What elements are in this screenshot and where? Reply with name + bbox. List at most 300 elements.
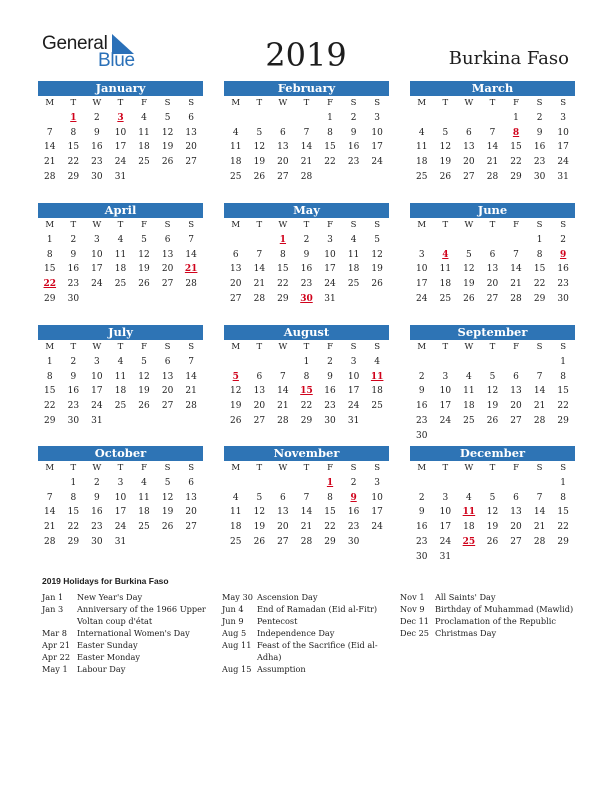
- day-cell: 14: [300, 142, 313, 153]
- day-cell: 6: [256, 371, 263, 382]
- day-cell: 28: [44, 536, 56, 547]
- day-cell: 31: [347, 415, 360, 426]
- holiday-day-cell: 1: [70, 112, 77, 123]
- weekday-label: W: [92, 220, 102, 230]
- day-cell: 15: [557, 386, 569, 397]
- month-november: [224, 446, 389, 550]
- day-cell: 3: [94, 234, 100, 245]
- day-cell: 19: [463, 279, 475, 290]
- weekday-label: F: [141, 342, 147, 352]
- day-cell: 10: [347, 371, 360, 382]
- day-cell: 5: [256, 492, 263, 503]
- day-cell: 16: [347, 142, 360, 153]
- holidays-title: 2019 Holidays for Burkina Faso: [42, 576, 169, 586]
- day-cell: 30: [67, 415, 80, 426]
- day-cell: 3: [442, 492, 449, 503]
- day-cell: 29: [67, 536, 80, 547]
- day-cell: 7: [303, 492, 310, 503]
- month-header: September: [410, 325, 575, 340]
- empty-cell: [528, 476, 552, 491]
- day-cell: 3: [374, 477, 381, 488]
- month-august: [224, 325, 389, 429]
- day-cell: 30: [67, 293, 80, 304]
- month-march: [410, 81, 575, 185]
- day-cell: 27: [230, 293, 242, 304]
- day-cell: 13: [185, 127, 197, 138]
- day-cell: 18: [230, 157, 242, 168]
- weekday-label: M: [417, 98, 427, 108]
- day-cell: 28: [533, 415, 546, 426]
- day-cell: 6: [280, 127, 286, 138]
- holiday-name: Ascension Day: [257, 592, 318, 602]
- day-cell: 29: [300, 415, 313, 426]
- day-cell: 12: [486, 507, 499, 518]
- weekday-label: W: [464, 220, 474, 230]
- day-grid: [38, 218, 203, 307]
- weekday-label: M: [231, 220, 241, 230]
- day-cell: 4: [232, 492, 239, 503]
- day-cell: 23: [91, 522, 103, 533]
- day-cell: 23: [416, 415, 428, 426]
- weekday-label: T: [117, 220, 124, 230]
- day-cell: 6: [164, 356, 171, 367]
- day-cell: 20: [486, 279, 499, 290]
- day-cell: 5: [256, 127, 263, 138]
- day-cell: 3: [94, 356, 100, 367]
- day-cell: 18: [439, 279, 452, 290]
- logo-blue-text: Blue: [98, 50, 135, 71]
- day-cell: 10: [439, 507, 452, 518]
- empty-cell: [38, 476, 62, 491]
- day-cell: 10: [371, 127, 383, 138]
- day-cell: 23: [533, 157, 546, 168]
- weekday-label: M: [231, 98, 241, 108]
- empty-cell: [224, 111, 248, 126]
- day-cell: 25: [114, 401, 127, 412]
- day-cell: 18: [138, 142, 150, 153]
- day-cell: 27: [463, 171, 475, 182]
- day-cell: 28: [185, 279, 197, 290]
- day-cell: 14: [533, 507, 546, 518]
- weekday-label: M: [417, 342, 427, 352]
- day-cell: 23: [67, 401, 80, 412]
- weekday-label: T: [489, 342, 496, 352]
- day-cell: 14: [185, 371, 197, 382]
- weekday-label: T: [256, 220, 263, 230]
- day-cell: 20: [185, 142, 197, 153]
- holiday-day-cell: 21: [184, 264, 198, 275]
- day-cell: 6: [466, 127, 472, 138]
- day-grid: [224, 461, 389, 550]
- empty-cell: [434, 111, 458, 126]
- day-cell: 2: [536, 112, 543, 123]
- empty-cell: [504, 233, 528, 248]
- empty-cell: [295, 476, 319, 491]
- day-cell: 11: [439, 264, 452, 275]
- day-cell: 28: [277, 415, 289, 426]
- weekday-label: F: [327, 463, 333, 473]
- weekday-label: T: [256, 342, 263, 352]
- day-cell: 7: [536, 492, 543, 503]
- day-cell: 17: [439, 401, 452, 412]
- day-cell: 15: [557, 507, 569, 518]
- empty-cell: [481, 355, 505, 370]
- day-cell: 25: [114, 279, 127, 290]
- day-cell: 14: [277, 386, 289, 397]
- weekday-label: S: [560, 342, 567, 352]
- day-cell: 11: [138, 127, 150, 138]
- day-cell: 8: [560, 492, 567, 503]
- day-cell: 13: [486, 264, 499, 275]
- empty-cell: [295, 111, 319, 126]
- holiday-entry: [400, 603, 580, 615]
- weekday-label: T: [442, 220, 449, 230]
- weekday-label: S: [374, 98, 381, 108]
- holiday-column: [42, 591, 212, 675]
- holiday-name: Birthday of Muhammad (Mawlid): [435, 604, 574, 614]
- weekday-label: T: [70, 220, 77, 230]
- empty-cell: [271, 111, 295, 126]
- weekday-label: M: [45, 220, 55, 230]
- day-cell: 24: [114, 522, 127, 533]
- empty-cell: [271, 476, 295, 491]
- day-cell: 24: [371, 522, 383, 533]
- day-cell: 10: [114, 492, 127, 503]
- day-cell: 26: [230, 415, 242, 426]
- day-cell: 2: [70, 356, 77, 367]
- day-cell: 16: [416, 522, 428, 533]
- month-header: July: [38, 325, 203, 340]
- weekday-label: W: [464, 463, 474, 473]
- day-cell: 28: [300, 536, 313, 547]
- holiday-day-cell: 1: [326, 477, 334, 488]
- weekday-label: T: [442, 98, 449, 108]
- weekday-label: S: [536, 98, 543, 108]
- holiday-column: [400, 591, 580, 639]
- holiday-entry: [42, 591, 212, 603]
- holiday-name: Labour Day: [77, 664, 126, 674]
- weekday-label: F: [327, 98, 333, 108]
- empty-cell: [504, 355, 528, 370]
- day-cell: 2: [70, 234, 77, 245]
- holiday-entry: [400, 627, 580, 639]
- holiday-name: End of Ramadan (Eid al-Fitr): [257, 604, 378, 614]
- weekday-label: S: [188, 98, 195, 108]
- holidays-section: [42, 576, 582, 674]
- day-cell: 12: [371, 249, 383, 260]
- day-cell: 24: [439, 415, 452, 426]
- holiday-day-cell: 25: [462, 536, 476, 547]
- day-cell: 22: [67, 157, 80, 168]
- day-cell: 6: [188, 477, 195, 488]
- day-grid: [38, 340, 203, 429]
- holiday-day-cell: 8: [512, 127, 520, 138]
- month-july: [38, 325, 203, 429]
- day-cell: 23: [67, 279, 80, 290]
- day-cell: 30: [416, 430, 428, 441]
- day-cell: 6: [513, 492, 519, 503]
- weekday-label: T: [117, 98, 124, 108]
- day-cell: 9: [418, 386, 425, 397]
- day-cell: 2: [327, 356, 333, 367]
- day-cell: 26: [463, 293, 475, 304]
- day-cell: 12: [161, 492, 174, 503]
- weekday-label: S: [374, 342, 381, 352]
- day-cell: 21: [300, 157, 313, 168]
- day-cell: 18: [230, 522, 242, 533]
- day-grid: [410, 340, 575, 444]
- day-cell: 7: [256, 249, 263, 260]
- day-cell: 22: [557, 401, 569, 412]
- day-cell: 8: [70, 127, 77, 138]
- holiday-name: Independence Day: [257, 628, 335, 638]
- day-cell: 29: [533, 293, 546, 304]
- weekday-label: T: [489, 98, 496, 108]
- weekday-label: W: [464, 98, 474, 108]
- day-cell: 18: [138, 507, 150, 518]
- day-cell: 12: [161, 127, 174, 138]
- holiday-entry: [42, 651, 212, 663]
- day-cell: 16: [557, 264, 569, 275]
- day-cell: 24: [324, 279, 336, 290]
- month-february: [224, 81, 389, 185]
- weekday-label: S: [188, 463, 195, 473]
- day-cell: 16: [416, 401, 428, 412]
- weekday-label: S: [188, 342, 195, 352]
- month-header: November: [224, 446, 389, 461]
- holiday-date: Jan 3: [42, 604, 64, 614]
- day-cell: 15: [533, 264, 546, 275]
- day-cell: 16: [347, 507, 360, 518]
- day-cell: 22: [67, 522, 80, 533]
- day-cell: 8: [46, 371, 53, 382]
- day-cell: 30: [324, 415, 336, 426]
- day-cell: 5: [374, 234, 381, 245]
- day-cell: 24: [91, 401, 103, 412]
- day-grid: [224, 340, 389, 429]
- holiday-entry: [222, 663, 392, 675]
- day-cell: 27: [277, 536, 289, 547]
- holiday-name: International Women's Day: [77, 628, 190, 638]
- empty-cell: [481, 111, 505, 126]
- day-cell: 3: [418, 249, 425, 260]
- day-cell: 23: [347, 522, 360, 533]
- day-cell: 9: [94, 492, 100, 503]
- day-cell: 1: [46, 356, 53, 367]
- empty-cell: [481, 233, 505, 248]
- weekday-label: T: [303, 98, 310, 108]
- day-cell: 23: [324, 401, 336, 412]
- day-cell: 29: [557, 415, 569, 426]
- day-cell: 7: [536, 371, 543, 382]
- day-cell: 18: [463, 522, 475, 533]
- day-cell: 12: [253, 507, 266, 518]
- day-cell: 12: [486, 386, 499, 397]
- weekday-label: W: [278, 220, 288, 230]
- day-cell: 30: [347, 536, 360, 547]
- holiday-date: Dec 11: [400, 616, 430, 626]
- day-cell: 14: [510, 264, 522, 275]
- day-cell: 21: [533, 401, 546, 412]
- month-header: June: [410, 203, 575, 218]
- day-cell: 5: [442, 127, 449, 138]
- day-cell: 23: [300, 279, 313, 290]
- day-cell: 26: [486, 536, 499, 547]
- day-cell: 10: [91, 371, 103, 382]
- weekday-label: S: [350, 220, 357, 230]
- holiday-day-cell: 4: [442, 249, 449, 260]
- day-cell: 4: [232, 127, 239, 138]
- weekday-label: F: [513, 342, 519, 352]
- holiday-entry: [222, 639, 392, 663]
- day-cell: 15: [67, 507, 80, 518]
- day-cell: 8: [560, 371, 567, 382]
- day-cell: 26: [253, 536, 266, 547]
- holiday-day-cell: 30: [300, 293, 313, 304]
- weekday-label: F: [141, 98, 147, 108]
- weekday-label: W: [92, 463, 102, 473]
- day-cell: 30: [416, 551, 428, 562]
- weekday-label: T: [256, 463, 263, 473]
- empty-cell: [481, 476, 505, 491]
- day-cell: 17: [324, 264, 336, 275]
- day-cell: 23: [557, 279, 569, 290]
- day-cell: 2: [418, 492, 425, 503]
- weekday-label: T: [303, 220, 310, 230]
- weekday-label: S: [350, 98, 357, 108]
- day-cell: 8: [46, 249, 53, 260]
- holiday-date: Aug 11: [222, 640, 252, 650]
- day-cell: 27: [161, 401, 174, 412]
- day-cell: 3: [374, 112, 381, 123]
- month-june: [410, 203, 575, 307]
- weekday-label: W: [278, 98, 288, 108]
- weekday-label: S: [536, 342, 543, 352]
- day-cell: 9: [70, 371, 77, 382]
- day-cell: 15: [44, 386, 56, 397]
- holiday-date: Dec 25: [400, 628, 430, 638]
- holiday-entry: [42, 603, 212, 627]
- day-cell: 18: [347, 264, 360, 275]
- holiday-column: [222, 591, 392, 675]
- holiday-date: Nov 1: [400, 592, 425, 602]
- empty-cell: [410, 233, 434, 248]
- day-cell: 10: [557, 127, 569, 138]
- day-cell: 27: [510, 536, 522, 547]
- holiday-name: Easter Monday: [77, 652, 141, 662]
- day-cell: 20: [253, 401, 266, 412]
- day-cell: 5: [164, 112, 171, 123]
- month-header: February: [224, 81, 389, 96]
- day-cell: 30: [91, 171, 103, 182]
- day-cell: 13: [230, 264, 242, 275]
- holiday-date: Apr 22: [42, 652, 71, 662]
- day-cell: 15: [67, 142, 80, 153]
- day-cell: 1: [303, 356, 310, 367]
- holiday-day-cell: 3: [117, 112, 124, 123]
- day-cell: 13: [277, 507, 289, 518]
- empty-cell: [434, 476, 458, 491]
- day-cell: 5: [141, 356, 147, 367]
- day-cell: 16: [300, 264, 313, 275]
- day-cell: 16: [533, 142, 546, 153]
- day-cell: 10: [439, 386, 452, 397]
- day-cell: 24: [347, 401, 360, 412]
- day-cell: 2: [94, 477, 100, 488]
- holiday-day-cell: 11: [370, 371, 384, 382]
- weekday-label: M: [417, 220, 427, 230]
- holiday-day-cell: 11: [462, 507, 476, 518]
- holiday-entry: [42, 627, 212, 639]
- day-cell: 28: [510, 293, 522, 304]
- day-cell: 6: [188, 112, 195, 123]
- month-december: [410, 446, 575, 565]
- day-cell: 15: [44, 264, 56, 275]
- day-cell: 25: [439, 293, 452, 304]
- logo-general-text: General: [42, 33, 108, 54]
- day-cell: 25: [230, 536, 242, 547]
- day-cell: 28: [300, 171, 313, 182]
- holiday-entry: [400, 615, 580, 627]
- day-cell: 28: [486, 171, 499, 182]
- day-cell: 13: [510, 507, 522, 518]
- weekday-label: F: [327, 342, 333, 352]
- day-cell: 20: [277, 522, 289, 533]
- day-cell: 22: [300, 401, 313, 412]
- month-january: [38, 81, 203, 185]
- weekday-label: S: [560, 220, 567, 230]
- month-header: March: [410, 81, 575, 96]
- day-cell: 7: [280, 371, 286, 382]
- day-cell: 17: [416, 279, 428, 290]
- day-cell: 3: [327, 234, 333, 245]
- empty-cell: [410, 355, 434, 370]
- weekday-label: T: [303, 463, 310, 473]
- day-cell: 30: [533, 171, 546, 182]
- day-cell: 24: [416, 293, 428, 304]
- day-cell: 13: [277, 142, 289, 153]
- day-cell: 16: [91, 142, 103, 153]
- day-cell: 29: [277, 293, 289, 304]
- day-cell: 12: [439, 142, 452, 153]
- day-cell: 16: [91, 507, 103, 518]
- day-cell: 27: [161, 279, 174, 290]
- day-cell: 18: [416, 157, 428, 168]
- day-cell: 7: [303, 127, 310, 138]
- holiday-name: Christmas Day: [435, 628, 497, 638]
- day-cell: 24: [371, 157, 383, 168]
- weekday-label: S: [560, 463, 567, 473]
- day-cell: 12: [253, 142, 266, 153]
- day-cell: 19: [486, 401, 499, 412]
- holiday-name: New Year's Day: [77, 592, 143, 602]
- day-cell: 13: [463, 142, 475, 153]
- day-cell: 11: [463, 386, 475, 397]
- day-cell: 7: [188, 234, 195, 245]
- weekday-label: T: [303, 342, 310, 352]
- holiday-date: Jan 1: [42, 592, 64, 602]
- holiday-day-cell: 9: [350, 492, 357, 503]
- month-october: [38, 446, 203, 550]
- day-cell: 17: [114, 142, 127, 153]
- day-cell: 3: [350, 356, 357, 367]
- weekday-label: F: [513, 463, 519, 473]
- weekday-label: S: [536, 463, 543, 473]
- day-cell: 12: [463, 264, 475, 275]
- day-cell: 12: [230, 386, 242, 397]
- month-september: [410, 325, 575, 444]
- day-cell: 26: [371, 279, 383, 290]
